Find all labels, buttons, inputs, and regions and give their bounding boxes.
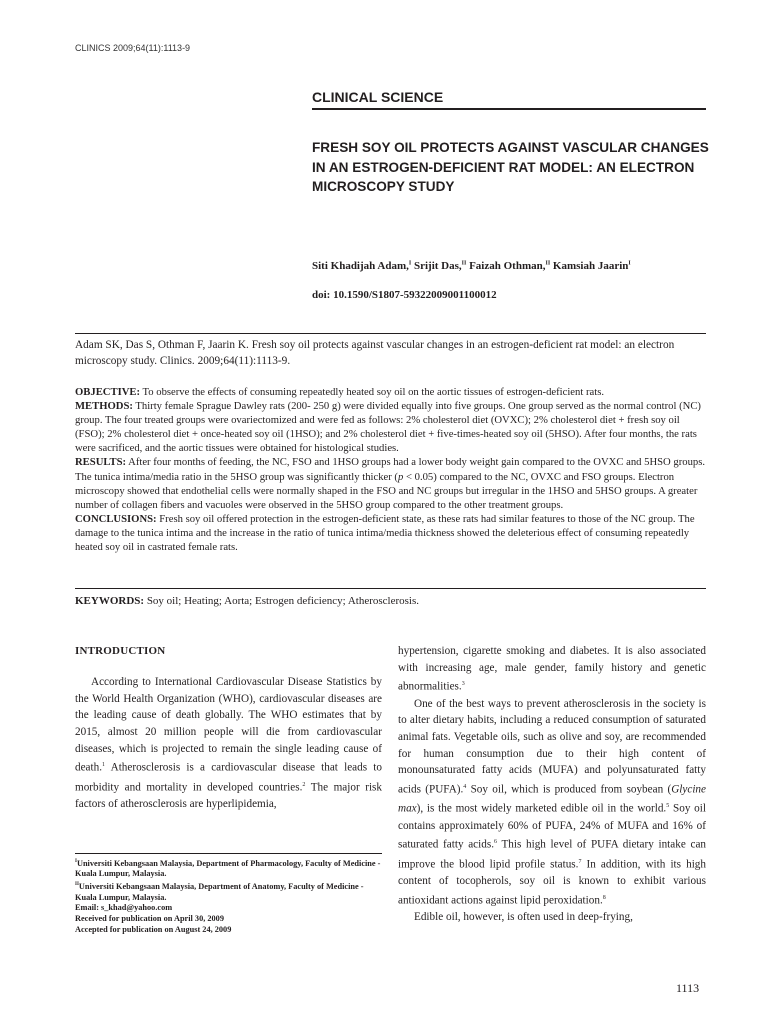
abstract-text: Fresh soy oil offered protection in the estrogen-deficient state, as these rats had similar features to those of the NC group. The damage to the tunica intima and the increase in the ratio of tunica intima/media thickness showed the deleterious effect of consuming repeatedly heated soy oil in castrated female rats.	[75, 513, 695, 554]
body-text: This high level of PUFA dietary intake can improve the blood lipid profile status.	[398, 839, 706, 871]
reference-mark: 7	[578, 858, 582, 865]
reference-mark: 5	[666, 803, 670, 810]
body-text: hypertension, cigarette smoking and diabetes. It is also associated with increasing age, male gender, family history and genetic abnormalities.	[398, 645, 706, 694]
author-name: Siti Khadijah Adam,	[312, 260, 409, 272]
affiliation-mark: I	[628, 260, 631, 267]
body-column-left	[75, 674, 382, 813]
keywords	[75, 595, 419, 607]
p-value-symbol: p	[397, 471, 404, 483]
abstract	[75, 386, 710, 555]
body-text: In addition, with its high content of tocopherols, soy oil is known to exhibit various antioxidant actions against lipid peroxidation.	[398, 858, 706, 907]
section-heading-introduction: INTRODUCTION	[75, 645, 166, 657]
reference-mark: 3	[461, 681, 465, 688]
affiliation-mark: II	[545, 260, 551, 267]
affiliation-footnote	[75, 880, 385, 903]
section-divider	[312, 108, 706, 110]
body-text: One of the best ways to prevent atherosclerosis in the society is to alter dietary habits, including a reduced consumption of saturated animal fats. Vegetable oils, such as olive and soy, are recommended for human consumption due to their high content of monounsaturated fatty acids (MUFA) and polyunsaturated fatty acids (PUFA).	[398, 697, 706, 796]
abstract-objective	[75, 386, 710, 400]
email: Email: s_khad@yahoo.com	[75, 903, 173, 913]
species-name: Glycine max	[398, 783, 706, 816]
abstract-label: OBJECTIVE:	[75, 387, 141, 398]
affiliation-mark: II	[461, 260, 467, 267]
footnote-divider	[75, 853, 382, 854]
affiliation-mark: I	[408, 260, 412, 267]
author-list	[312, 260, 631, 272]
author-name: Faizah Othman,	[469, 260, 546, 272]
body-text: Atherosclerosis is a cardiovascular disease that leads to morbidity and mortality in developed countries.	[75, 762, 382, 794]
footnote-text: Universiti Kebangsaan Malaysia, Department of Pharmacology, Faculty of Medicine - Kuala Lumpur, Malaysia.	[75, 858, 381, 879]
reference-mark: 1	[102, 762, 106, 769]
abstract-label: CONCLUSIONS:	[75, 513, 157, 525]
abstract-conclusions	[75, 513, 710, 555]
keywords-divider	[75, 588, 706, 589]
keywords-text: Soy oil; Heating; Aorta; Estrogen deficiency; Atherosclerosis.	[146, 595, 420, 607]
body-paragraph	[398, 909, 706, 926]
abstract-text: After four months of feeding, the NC, FSO and 1HSO groups had a lower body weight gain compared to the OVXC and 5HSO groups. The tunica intima/media ratio in the 5HSO group was significantly thicker (	[75, 457, 706, 483]
doi: doi: 10.1590/S1807-59322009001100012	[312, 289, 497, 301]
footnote-text: Universiti Kebangsaan Malaysia, Department of Anatomy, Faculty of Medicine - Kuala Lumpur, Malaysia.	[75, 881, 364, 902]
body-paragraph	[398, 696, 706, 910]
author-name: Srijit Das,	[413, 260, 462, 272]
affiliation-mark: II	[75, 882, 79, 888]
abstract-text: Thirty female Sprague Dawley rats (200- 250 g) were divided equally into five groups. One group served as the normal control (NC) group. The four treated groups were ovariectomized and were fed as follows: 2% cholesterol diet (OVXC); 2% cholesterol diet + fresh soy oil (FSO); 2% cholesterol diet + once-heated soy oil (1HSO); and 2% cholesterol diet + five-times-heated soy oil (5HSO). After four months, the rats were sacrificed, and the aortic tissues were obtained for histological studies.	[75, 401, 701, 455]
reference-mark: 2	[302, 781, 306, 788]
keywords-label: KEYWORDS:	[75, 595, 145, 607]
abstract-text: < 0.05) compared to the NC, OVXC and FSO groups. Electron microscopy showed that endothelial cells were normally shaped in the FSO and NC groups but irregular in the 1HSO and 5HSO groups. A greater number of collagen fibers and vacuoles were observed in the 5HSO group compared to the other treatment groups.	[75, 471, 698, 511]
body-text: According to International Cardiovascular Disease Statistics by the World Health Organization (WHO), cardiovascular diseases are the leading cause of death globally. The WHO estimates that by 2015, almost 20 million people will die from cardiovascular diseases, which is projected to remain the single leading cause of death.	[75, 676, 382, 775]
body-text: Soy oil, which is produced from soybean (	[466, 783, 672, 796]
citation-divider	[75, 333, 706, 334]
citation: Adam SK, Das S, Othman F, Jaarin K. Fresh soy oil protects against vascular changes in an estrogen-deficient rat model: an electron microscopy study. Clinics. 2009;64(11):1113-9.	[75, 339, 675, 367]
abstract-label: METHODS:	[75, 401, 133, 413]
article-title: FRESH SOY OIL PROTECTS AGAINST VASCULAR CHANGES IN AN ESTROGEN-DEFICIENT RAT MODEL: AN ELECTRON MICROSCOPY STUDY	[312, 140, 709, 194]
abstract-methods	[75, 400, 710, 456]
section-label: CLINICAL SCIENCE	[312, 89, 444, 105]
body-text: Edible oil, however, is often used in deep-frying,	[414, 911, 633, 924]
reference-mark: 4	[463, 783, 467, 790]
body-column-right	[398, 643, 706, 926]
abstract-results	[75, 456, 710, 512]
received-date: Received for publication on April 30, 2009	[75, 914, 224, 924]
reference-mark: 6	[494, 839, 497, 846]
body-text: Soy oil contains approximately 60% of PUFA, 24% of MUFA and 16% of saturated fatty acids.	[398, 803, 706, 852]
affiliation-footnote	[75, 857, 385, 880]
page-number: 1113	[676, 981, 700, 995]
body-paragraph	[398, 643, 706, 696]
abstract-label: RESULTS:	[75, 457, 127, 469]
journal-reference: CLINICS 2009;64(11):1113-9	[75, 43, 191, 53]
author-name: Kamsiah Jaarin	[552, 260, 629, 272]
body-paragraph	[75, 674, 382, 813]
reference-mark: 8	[602, 894, 606, 901]
body-text: The major risk factors of atherosclerosis are hyperlipidemia,	[75, 781, 382, 811]
accepted-date: Accepted for publication on August 24, 2009	[75, 924, 232, 934]
body-text: ), is the most widely marketed edible oil in the world.	[416, 803, 667, 816]
affiliation-mark: I	[75, 859, 77, 864]
abstract-text: To observe the effects of consuming repeatedly heated soy oil on the aortic tissues of estrogen-deficient rats.	[142, 387, 604, 398]
footnotes	[75, 857, 385, 935]
